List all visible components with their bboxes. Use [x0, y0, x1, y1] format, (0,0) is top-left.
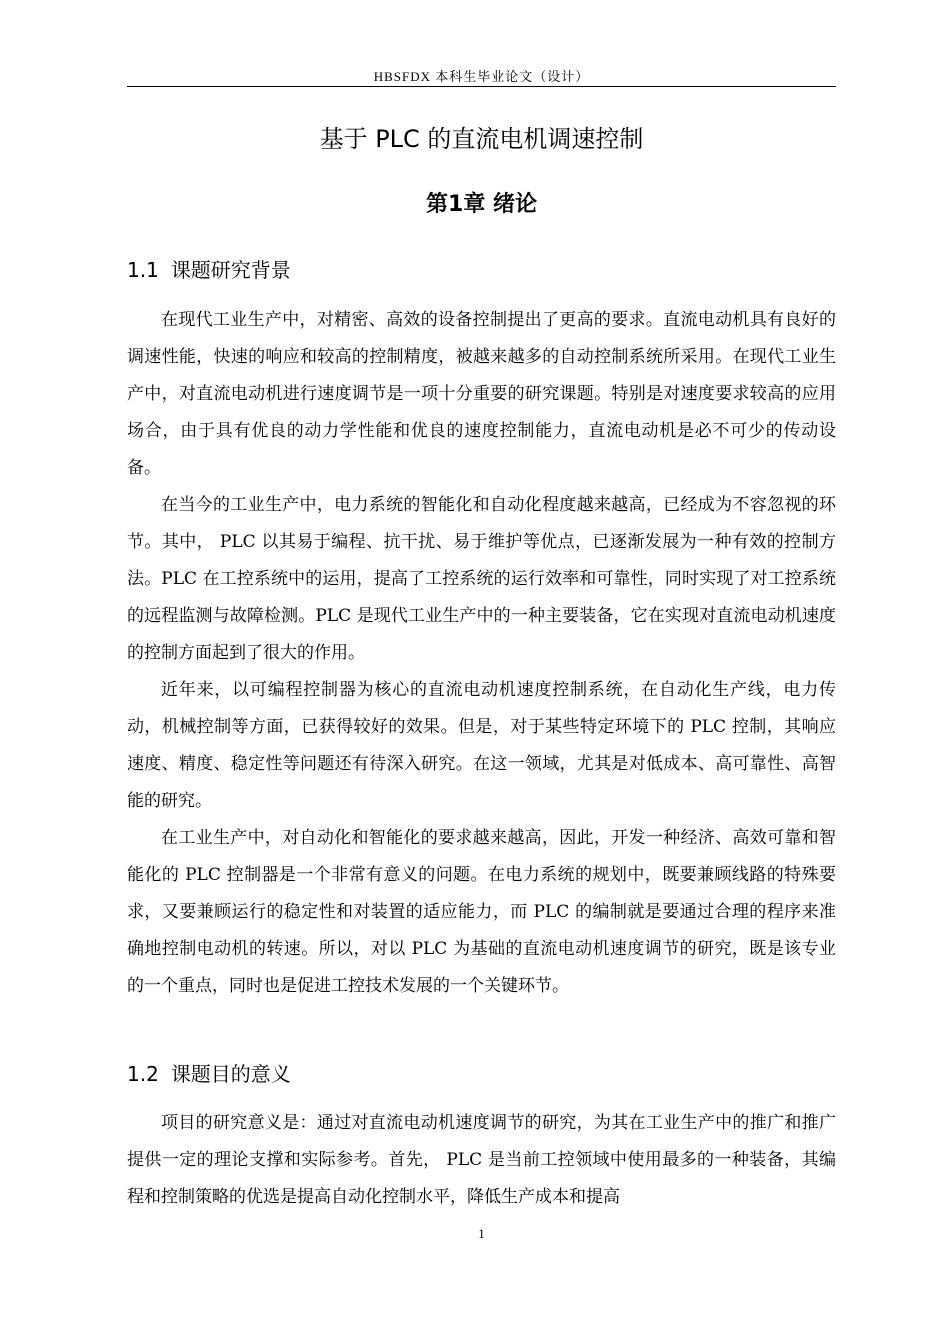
section-body-1-2 [127, 1105, 836, 1216]
section-number: 1.1 [127, 258, 159, 282]
thesis-title: 基于 PLC 的直流电机调速控制 [319, 125, 644, 153]
chapter-title: 第1章 绪论 [426, 192, 537, 217]
section-number: 1.2 [127, 1062, 159, 1086]
section-title: 课题研究背景 [170, 258, 291, 282]
section-heading-1-2 [127, 1059, 836, 1089]
section-heading-1-1 [127, 255, 836, 285]
section-title: 课题目的意义 [170, 1062, 291, 1086]
section-body-1-1 [127, 302, 836, 1005]
paragraph: 在当今的工业生产中，电力系统的智能化和自动化程度越来越高，已经成为不容忽视的环节。其中， PLC 以其易于编程、抗干扰、易于维护等优点，已逐渐发展为一种有效的控制方法。PLC 在工控系统中的运用，提高了工控系统的运行效率和可靠性，同时实现了对工控系统的远程监测与故障检测。PLC 是现代工业生产中的一种主要装备，它在实现对直流电动机速度的控制方面起到了很大的作用。 [127, 495, 836, 663]
paragraph: 在工业生产中，对自动化和智能化的要求越来越高，因此，开发一种经济、高效可靠和智能化的 PLC 控制器是一个非常有意义的问题。在电力系统的规划中，既要兼顾线路的特殊要求，又要兼顾运行的稳定性和对装置的适应能力，而 PLC 的编制就是要通过合理的程序来准确地控制电动机的转速。所以，对以 PLC 为基础的直流电动机速度调节的研究，既是该专业的一个重点，同时也是促进工控技术发展的一个关键环节。 [127, 828, 836, 996]
paragraph: 项目的研究意义是：通过对直流电动机速度调节的研究，为其在工业生产中的推广和推广提供一定的理论支撑和实际参考。首先， PLC 是当前工控领域中使用最多的一种装备，其编程和控制策略的优选是提高自动化控制水平，降低生产成本和提高 [127, 1113, 836, 1207]
paragraph: 在现代工业生产中，对精密、高效的设备控制提出了更高的要求。直流电动机具有良好的调速性能，快速的响应和较高的控制精度，被越来越多的自动控制系统所采用。在现代工业生产中，对直流电动机进行速度调节是一项十分重要的研究课题。特别是对速度要求较高的应用场合，由于具有优良的动力学性能和优良的速度控制能力，直流电动机是必不可少的传动设备。 [127, 310, 836, 478]
header-rule [127, 86, 836, 87]
running-header: HBSFDX 本科生毕业论文（设计） [373, 69, 590, 84]
paragraph: 近年来，以可编程控制器为核心的直流电动机速度控制系统，在自动化生产线，电力传动，机械控制等方面，已获得较好的效果。但是，对于某些特定环境下的 PLC 控制，其响应速度、精度、稳定性等问题还有待深入研究。在这一领域，尤其是对低成本、高可靠性、高智能的研究。 [127, 680, 836, 811]
page-number: 1 [478, 1226, 485, 1241]
